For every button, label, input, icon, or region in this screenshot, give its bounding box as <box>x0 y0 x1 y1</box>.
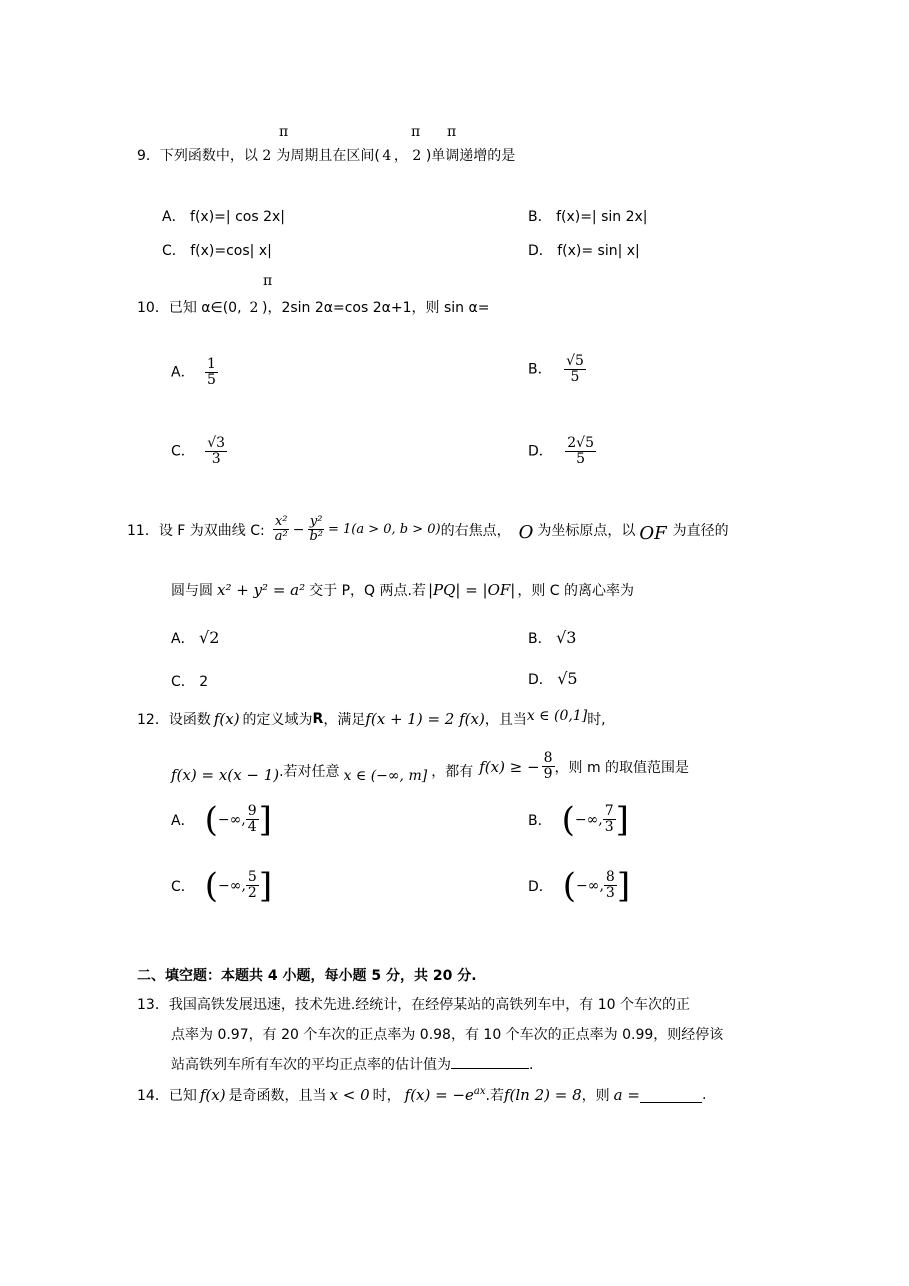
q11-number: 11． <box>127 522 159 539</box>
q9-option-c-label: C． <box>162 243 186 259</box>
q11-of: OF <box>639 523 667 544</box>
q10-option-c <box>171 436 227 467</box>
q14-text3: 时， <box>372 1088 401 1104</box>
q12-number: 12． <box>137 712 169 728</box>
denominator: a² <box>274 528 288 544</box>
q12-option-d-pre: −∞, <box>576 878 604 894</box>
numerator: 8 <box>605 869 615 886</box>
q12-option-c-pre: −∞, <box>218 878 246 894</box>
q10-option-b-frac <box>564 354 586 385</box>
q10-text1: 已知 α∈(0, <box>168 300 242 316</box>
denominator: 9 <box>543 766 553 783</box>
q11-option-d-text: √5 <box>557 669 578 688</box>
q10-option-d-label: D． <box>528 443 553 460</box>
q11-option-d-label: D． <box>528 672 553 688</box>
q9-number: 9． <box>137 148 160 164</box>
q12-frac <box>542 751 555 782</box>
q14-text4: .若 <box>485 1088 504 1104</box>
right-bracket: ] <box>258 866 273 906</box>
q9-comma: ， <box>393 148 408 164</box>
numerator: 2√5 <box>567 435 594 451</box>
q11-option-b-text: √3 <box>556 628 577 647</box>
q12-def: f(x) = x(x − 1) <box>171 766 280 784</box>
q9-option-c-text: f(x)=cos| x| <box>190 243 272 259</box>
q12-line2e: ，则 m 的取值范围是 <box>554 760 690 776</box>
q14-expr-base: f(x) = −e <box>404 1086 474 1104</box>
numerator: 7 <box>604 803 614 820</box>
q12-option-b <box>528 800 629 840</box>
q12-option-d-label: D． <box>528 879 553 895</box>
numerator: x² <box>274 514 288 530</box>
q11-line1 <box>127 515 729 544</box>
q9-two: 2 <box>262 148 272 164</box>
q13-text3: 站高铁列车所有车次的平均正点率的估计值为 <box>171 1057 451 1073</box>
q12-option-c-frac <box>246 870 259 901</box>
q11-frac-y <box>307 515 325 544</box>
numerator: y² <box>309 514 323 530</box>
q11-option-c-label: C． <box>171 674 195 690</box>
q14-text2: 是奇函数，且当 <box>228 1088 327 1104</box>
q13-line3 <box>171 1054 533 1074</box>
q11-option-b-label: B． <box>528 631 552 647</box>
right-bracket: ] <box>616 866 631 906</box>
q11-circle: x² + y² = a² <box>217 581 306 599</box>
q12-line2d: ，都有 <box>431 764 474 780</box>
q12-option-b-pre: −∞, <box>574 812 603 828</box>
q14-end: . <box>701 1087 707 1103</box>
denominator: 2 <box>247 885 257 902</box>
q10-pi: π <box>263 273 273 289</box>
q11-option-b <box>528 628 576 648</box>
q14-expr-sup: ax <box>473 1086 486 1097</box>
left-paren: ( <box>204 866 219 906</box>
q12-domain: x ∈ (0,1] <box>526 708 588 724</box>
q9-pi-3: π <box>447 124 457 140</box>
numerator: 1 <box>207 356 216 372</box>
q12-option-b-frac <box>603 804 616 835</box>
left-paren: ( <box>561 800 575 840</box>
q13-answer-blank[interactable] <box>451 1054 529 1069</box>
q9-two-b: 2 <box>412 148 422 164</box>
q11-text3: 为坐标原点，以 <box>537 522 636 539</box>
right-bracket: ] <box>258 800 272 840</box>
q12-text1: 设函数 <box>168 712 211 728</box>
q11-text2: 的右焦点， <box>440 522 511 539</box>
q9-line <box>137 145 515 165</box>
denominator: 5 <box>576 450 586 467</box>
q9-option-b-label: B． <box>528 209 552 225</box>
q11-option-a-label: A． <box>171 631 195 647</box>
q10-number: 10． <box>137 300 169 316</box>
q10-option-a <box>171 357 218 388</box>
q11-line2c: ，则 C 的离心率为 <box>517 583 635 599</box>
q14-fx: f(x) <box>199 1086 226 1104</box>
q14-text1: 已知 <box>168 1088 197 1104</box>
numerator: √3 <box>207 435 226 451</box>
q9-text1: 下列函数中，以 <box>159 148 258 164</box>
q14-expr <box>405 1086 486 1104</box>
q12-text3: ，满足 <box>323 712 366 728</box>
denominator: b² <box>309 528 323 544</box>
q9-option-a-label: A． <box>162 209 186 225</box>
q11-option-c-text: 2 <box>199 674 209 690</box>
q11-line2b: 交于 P，Q 两点.若 <box>309 583 426 599</box>
numerator: 8 <box>543 750 553 767</box>
q12-option-a-frac <box>246 804 259 835</box>
q12-line2b: .若对任意 <box>279 764 340 780</box>
q12-line1 <box>137 709 606 729</box>
question-14 <box>137 1085 706 1105</box>
q9-option-d <box>528 240 640 260</box>
q13-line2: 点率为 0.97，有 20 个车次的正点率为 0.98，有 10 个车次的正点率为 0.99，则经停该 <box>171 1027 724 1043</box>
q11-origin: O <box>518 522 534 543</box>
denominator: 4 <box>247 819 257 836</box>
q9-option-b <box>528 206 648 226</box>
q9-option-c <box>162 240 272 260</box>
numerator: 9 <box>247 803 257 820</box>
denominator: 5 <box>570 368 580 385</box>
q11-equation: = 1(a > 0, b > 0) <box>327 522 441 537</box>
q13-number: 13． <box>137 997 169 1013</box>
q12-option-d-frac <box>604 870 617 901</box>
denominator: 3 <box>605 885 615 902</box>
q9-text3: )单调递增的是 <box>425 148 516 164</box>
q9-pi-2: π <box>411 124 421 140</box>
q12-option-b-label: B． <box>528 813 552 829</box>
q14-answer-blank[interactable] <box>640 1088 702 1103</box>
q9-text2: 为周期且在区间( <box>276 148 380 164</box>
numerator: √5 <box>566 353 584 369</box>
q11-pq: |PQ| = |OF| <box>427 581 516 599</box>
q12-rel: f(x + 1) = 2 f(x) <box>365 710 485 728</box>
q12-text4: ，且当 <box>484 712 527 728</box>
q11-option-c <box>171 671 208 691</box>
q10-option-b <box>528 354 586 385</box>
denominator: 5 <box>207 371 216 388</box>
q12-option-c <box>171 866 273 906</box>
q14-a: a = <box>613 1086 640 1104</box>
q12-line2 <box>171 750 689 784</box>
q11-text4: 为直径的 <box>672 522 729 539</box>
right-bracket: ] <box>615 800 629 840</box>
q10-two: 2 <box>249 300 259 316</box>
q9-four: 4 <box>382 148 392 164</box>
q10-option-b-label: B． <box>528 361 552 378</box>
q14-given: f(ln 2) = 8 <box>503 1086 582 1104</box>
q9-option-d-label: D． <box>528 243 553 259</box>
q13-line1 <box>137 994 690 1014</box>
q12-text5: 时, <box>587 712 606 728</box>
q11-line2 <box>171 580 634 600</box>
q12-option-a-pre: −∞, <box>217 812 246 828</box>
denominator: 3 <box>211 450 221 467</box>
q10-text2: )，2sin 2α=cos 2α+1，则 sin α= <box>261 300 490 316</box>
q11-option-a <box>171 628 219 648</box>
left-paren: ( <box>204 800 218 840</box>
q10-line <box>137 297 489 317</box>
q10-option-d-frac <box>565 436 596 467</box>
q9-pi-1: π <box>279 124 289 140</box>
q10-option-d <box>528 436 596 467</box>
q11-line2a: 圆与圆 <box>171 583 213 599</box>
q14-cond: x < 0 <box>329 1086 370 1104</box>
q9-option-a <box>162 206 285 226</box>
left-paren: ( <box>562 866 577 906</box>
q12-option-a-label: A． <box>171 813 195 829</box>
q9-option-b-text: f(x)=| sin 2x| <box>556 209 648 225</box>
q13-end: . <box>529 1057 534 1073</box>
q10-option-c-label: C． <box>171 443 195 460</box>
q11-minus: − <box>292 521 305 538</box>
q14-text5: ，则 <box>581 1088 610 1104</box>
q12-text2: 的定义域为 <box>242 712 313 728</box>
q12-range: x ∈ (−∞, m] <box>343 768 428 784</box>
q9-option-d-text: f(x)= sin| x| <box>557 243 640 259</box>
denominator: 3 <box>604 819 614 836</box>
q12-option-a <box>171 800 272 840</box>
q12-r: R <box>312 711 324 727</box>
q11-text1: 设 F 为双曲线 C: <box>158 522 265 539</box>
q11-option-a-text: √2 <box>199 628 220 647</box>
q11-frac-x <box>273 515 290 544</box>
numerator: 5 <box>247 869 257 886</box>
q12-option-c-label: C． <box>171 879 195 895</box>
section-heading: 二、填空题：本题共 4 小题，每小题 5 分，共 20 分. <box>137 968 477 984</box>
q11-option-d <box>528 669 578 689</box>
q12-fx: f(x) <box>213 710 240 728</box>
q10-option-c-frac <box>205 436 227 467</box>
q10-option-a-frac <box>205 357 218 388</box>
q10-option-a-label: A． <box>171 364 195 381</box>
q12-option-d <box>528 866 631 906</box>
q13-text1: 我国高铁发展迅速，技术先进.经统计，在经停某站的高铁列车中，有 10 个车次的正 <box>168 997 690 1013</box>
q9-option-a-text: f(x)=| cos 2x| <box>190 209 285 225</box>
q12-ineq: f(x) ≥ − <box>479 758 540 776</box>
q14-number: 14． <box>137 1088 169 1104</box>
